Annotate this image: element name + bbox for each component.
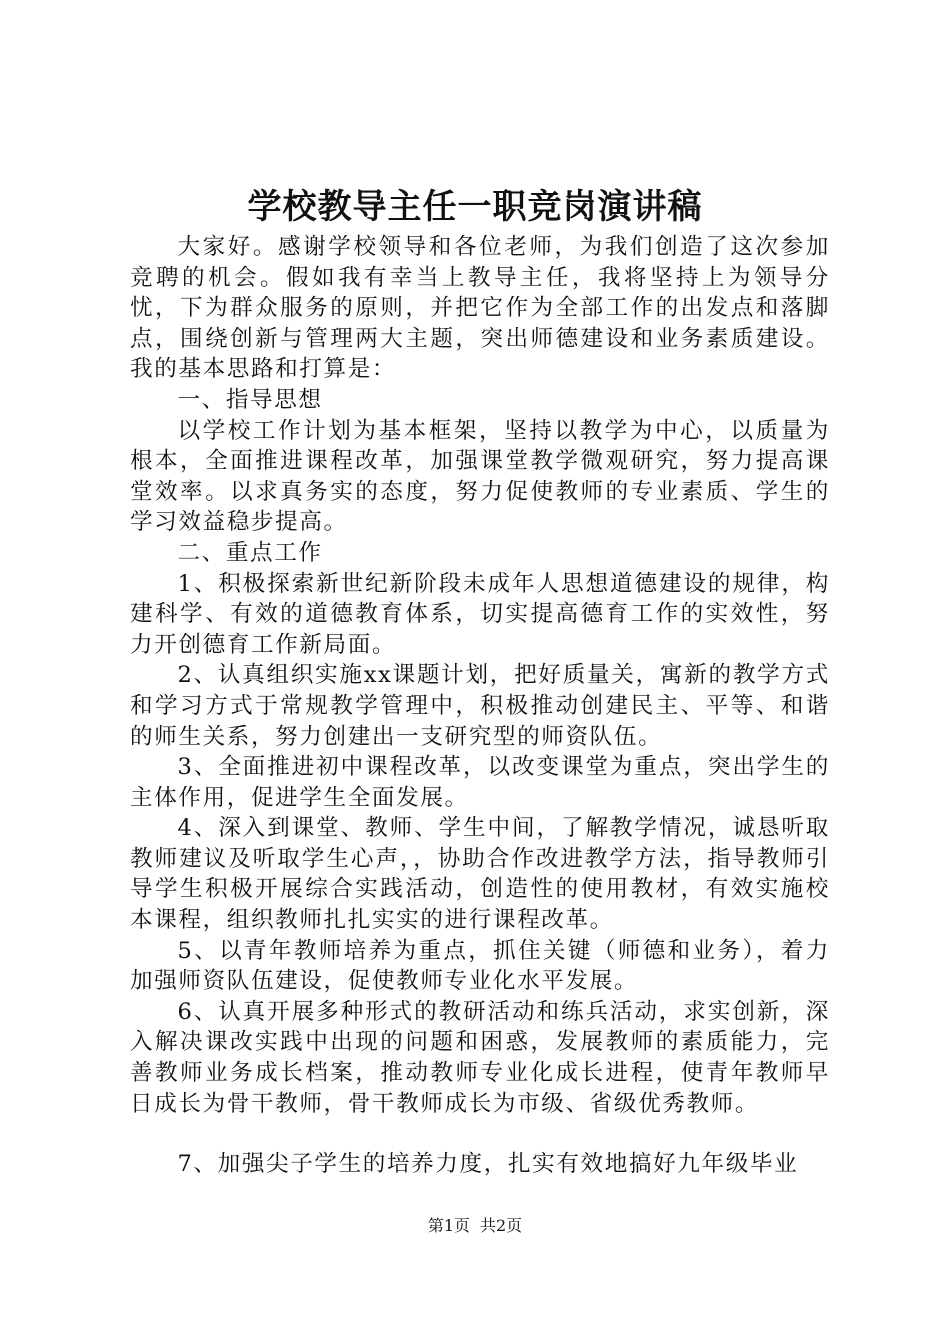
paragraph-item-3: 3、全面推进初中课程改革，以改变课堂为重点，突出学生的主体作用，促进学生全面发展。 xyxy=(130,754,830,811)
document-body xyxy=(130,232,830,1180)
paragraph-item-7: 7、加强尖子学生的培养力度，扎实有效地搞好九年级毕业 xyxy=(177,1151,799,1178)
section-heading-key-work: 二、重点工作 xyxy=(177,539,323,566)
paragraph-guiding-thought: 以学校工作计划为基本框架，坚持以教学为中心，以质量为根本，全面推进课程改革，加强课堂教学微观研究，努力提高课堂效率。以求真务实的态度，努力促使教师的专业素质、学生的学习效益稳步提高。 xyxy=(130,417,830,536)
section-heading-guiding-thought: 一、指导思想 xyxy=(177,386,323,413)
paragraph-item-2: 2、认真组织实施xx课题计划，把好质量关，寓新的教学方式和学习方式于常规教学管理中，积极推动创建民主、平等、和谐的师生关系，努力创建出一支研究型的师资队伍。 xyxy=(130,662,830,750)
paragraph-intro: 大家好。感谢学校领导和各位老师，为我们创造了这次参加竞聘的机会。假如我有幸当上教导主任，我将坚持上为领导分忧，下为群众服务的原则，并把它作为全部工作的出发点和落脚点，围绕创新与管理两大主题，突出师德建设和业务素质建设。我的基本思路和打算是： xyxy=(130,234,830,383)
paragraph-item-5: 5、以青年教师培养为重点，抓住关键（师德和业务），着力加强师资队伍建设，促使教师专业化水平发展。 xyxy=(130,937,830,995)
page-total: 共2页 xyxy=(480,1216,523,1235)
page-footer xyxy=(0,1215,950,1237)
page-number: 第1页 xyxy=(427,1216,470,1235)
document-title: 学校教导主任一职竞岗演讲稿 xyxy=(247,187,703,227)
paragraph-item-4: 4、深入到课堂、教师、学生中间，了解教学情况，诚恳听取教师建议及听取学生心声，，协助合作改进教学方法，指导教师引导学生积极开展综合实践活动，创造性的使用教材，有效实施校本课程，组织教师扎扎实实的进行课程改革。 xyxy=(130,815,830,934)
paragraph-item-6: 6、认真开展多种形式的教研活动和练兵活动，求实创新，深入解决课改实践中出现的问题和困惑，发展教师的素质能力，完善教师业务成长档案，推动教师专业化成长进程，使青年教师早日成长为骨干教师，骨干教师成长为市级、省级优秀教师。 xyxy=(130,998,830,1117)
paragraph-item-1: 1、积极探索新世纪新阶段未成年人思想道德建设的规律，构建科学、有效的道德教育体系，切实提高德育工作的实效性，努力开创德育工作新局面。 xyxy=(130,570,830,658)
